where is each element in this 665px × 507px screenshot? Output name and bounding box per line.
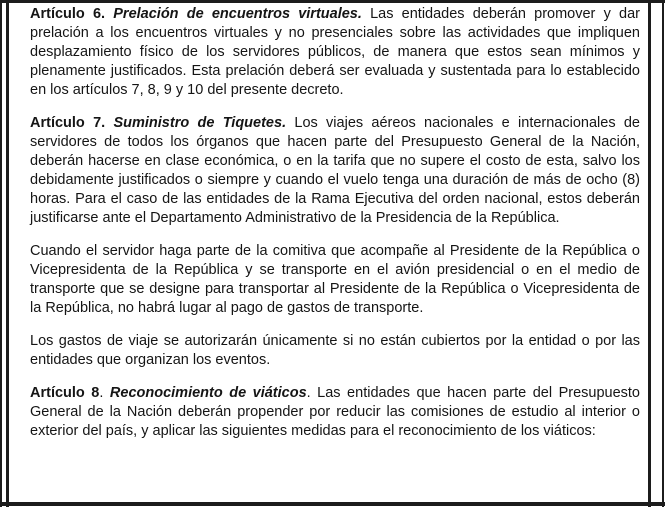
page-border-left-outer	[0, 0, 2, 507]
page-border-left-inner	[6, 0, 9, 507]
page-border-right-outer	[662, 0, 664, 507]
paragraph-articulo-8	[30, 384, 640, 441]
page-border-right-inner	[648, 0, 651, 507]
text-run: Artículo 7.	[30, 115, 114, 131]
paragraph-articulo-7	[30, 114, 640, 228]
text-run: Reconocimiento de viáticos	[109, 385, 307, 401]
text-run: Artículo 8	[30, 385, 100, 401]
page-border-top	[0, 0, 665, 3]
text-run: Los viajes aéreos nacionales e internacionales de servidores de todos los órganos que hacen parte del Presupuesto General de la Nación, deberán hacerse en clase económica, o en la tarifa que no supere el costo de esta, salvo los debidamente justificados o siempre y cuando el vuelo tenga una duración de más de ocho (8) horas. Para el caso de las entidades de la Rama Ejecutiva del orden nacional, estos deberán justificarse ante el Departamento Administrativo de la Presidencia de la República.	[30, 115, 640, 226]
text-run: Prelación de encuentros virtuales.	[113, 6, 362, 22]
document-body	[30, 5, 640, 441]
text-run: .	[99, 385, 110, 401]
paragraph-comitiva-presidencial	[30, 242, 640, 318]
paragraph-gastos-de-viaje	[30, 332, 640, 370]
page-border-bottom	[0, 502, 665, 506]
text-run: Suministro de Tiquetes.	[113, 115, 287, 131]
text-run: Las entidades deberán promover y dar prelación a los encuentros virtuales y no presenciales sobre las actividades que impliquen desplazamiento físico de los servidores públicos, de manera que estos sean mínimos y plenamente justificados. Esta prelación deberá ser evaluada y sustentada para lo establecido en los artículos 7, 8, 9 y 10 del presente decreto.	[30, 6, 640, 98]
paragraph-articulo-6	[30, 5, 640, 100]
text-run: Los gastos de viaje se autorizarán únicamente si no están cubiertos por la entidad o por las entidades que organizan los eventos.	[30, 333, 640, 368]
text-run: . Las entidades que hacen parte del Presupuesto General de la Nación deberán propender por reducir las comisiones de estudio al interior o exterior del país, y aplicar las siguientes medidas para el reconocimiento de los viáticos:	[30, 385, 640, 439]
text-run: Cuando el servidor haga parte de la comitiva que acompañe al Presidente de la República o Vicepresidenta de la República y se transporte en el avión presidencial o en el medio de transporte que se designe para transportar al Presidente de la República o Vicepresidenta de la República, no habrá lugar al pago de gastos de transporte.	[30, 243, 640, 316]
text-run: Artículo 6.	[30, 6, 114, 22]
